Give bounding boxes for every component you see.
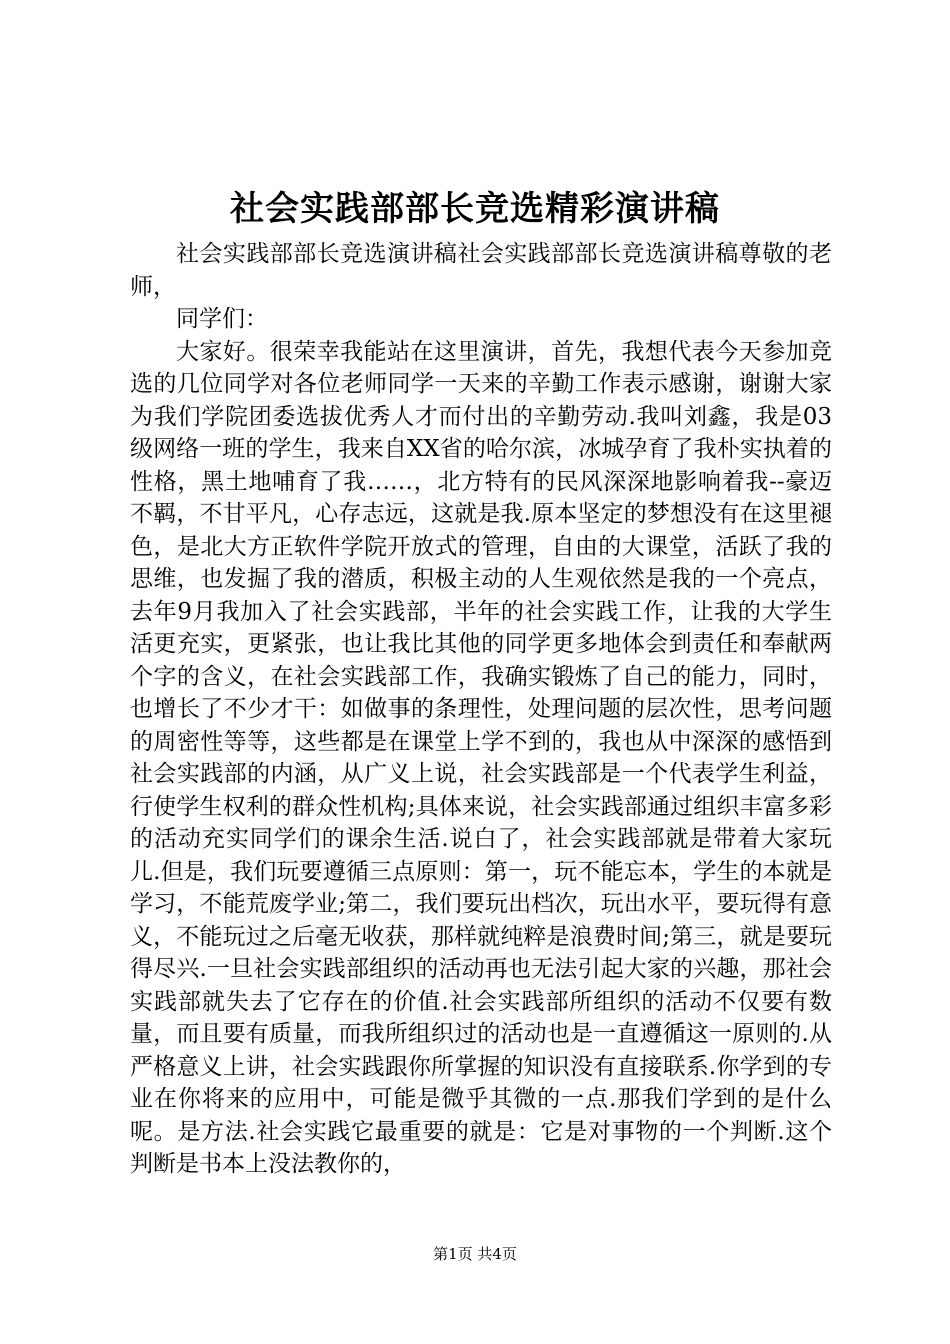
- document-body: [130, 238, 832, 1181]
- document-title: 社会实践部部长竞选精彩演讲稿: [230, 189, 720, 229]
- paragraph-greeting: 社会实践部部长竞选演讲稿社会实践部部长竞选演讲稿尊敬的老师，: [130, 241, 832, 300]
- paragraph-main: 大家好。很荣幸我能站在这里演讲，首先，我想代表今天参加竞选的几位同学对各位老师同学一天来的辛勤工作表示感谢，谢谢大家为我们学院团委选拔优秀人才而付出的辛勤劳动.我叫刘鑫，我是03级网络一班的学生，我来自XX省的哈尔滨，冰城孕育了我朴实执着的性格，黑土地哺育了我……，北方特有的民风深深地影响着我--豪迈不羁，不甘平凡，心存志远，这就是我.原本坚定的梦想没有在这里褪色，是北大方正软件学院开放式的管理，自由的大课堂，活跃了我的思维，也发掘了我的潜质，积极主动的人生观依然是我的一个亮点，去年9月我加入了社会实践部，半年的社会实践工作，让我的大学生活更充实，更紧张，也让我比其他的同学更多地体会到责任和奉献两个字的含义，在社会实践部工作，我确实锻炼了自己的能力，同时，也增长了不少才干：如做事的条理性，处理问题的层次性，思考问题的周密性等等，这些都是在课堂上学不到的，我也从中深深的感悟到社会实践部的内涵，从广义上说，社会实践部是一个代表学生利益，行使学生权利的群众性机构;具体来说，社会实践部通过组织丰富多彩的活动充实同学们的课余生活.说白了，社会实践部就是带着大家玩儿.但是，我们玩要遵循三点原则：第一，玩不能忘本，学生的本就是学习，不能荒废学业;第二，我们要玩出档次，玩出水平，要玩得有意义，不能玩过之后毫无收获，那样就纯粹是浪费时间;第三，就是要玩得尽兴.一旦社会实践部组织的活动再也无法引起大家的兴趣，那社会实践部就失去了它存在的价值.社会实践部所组织的活动不仅要有数量，而且要有质量，而我所组织过的活动也是一直遵循这一原则的.从严格意义上讲，社会实践跟你所掌握的知识没有直接联系.你学到的专业在你将来的应用中，可能是微乎其微的一点.那我们学到的是什么呢。是方法.社会实践它最重要的就是：它是对事物的一个判断.这个判断是书本上没法教你的，: [130, 338, 832, 1177]
- paragraph-salutation: 同学们：: [176, 306, 268, 332]
- page-footer: 第1页 共4页: [433, 1245, 517, 1263]
